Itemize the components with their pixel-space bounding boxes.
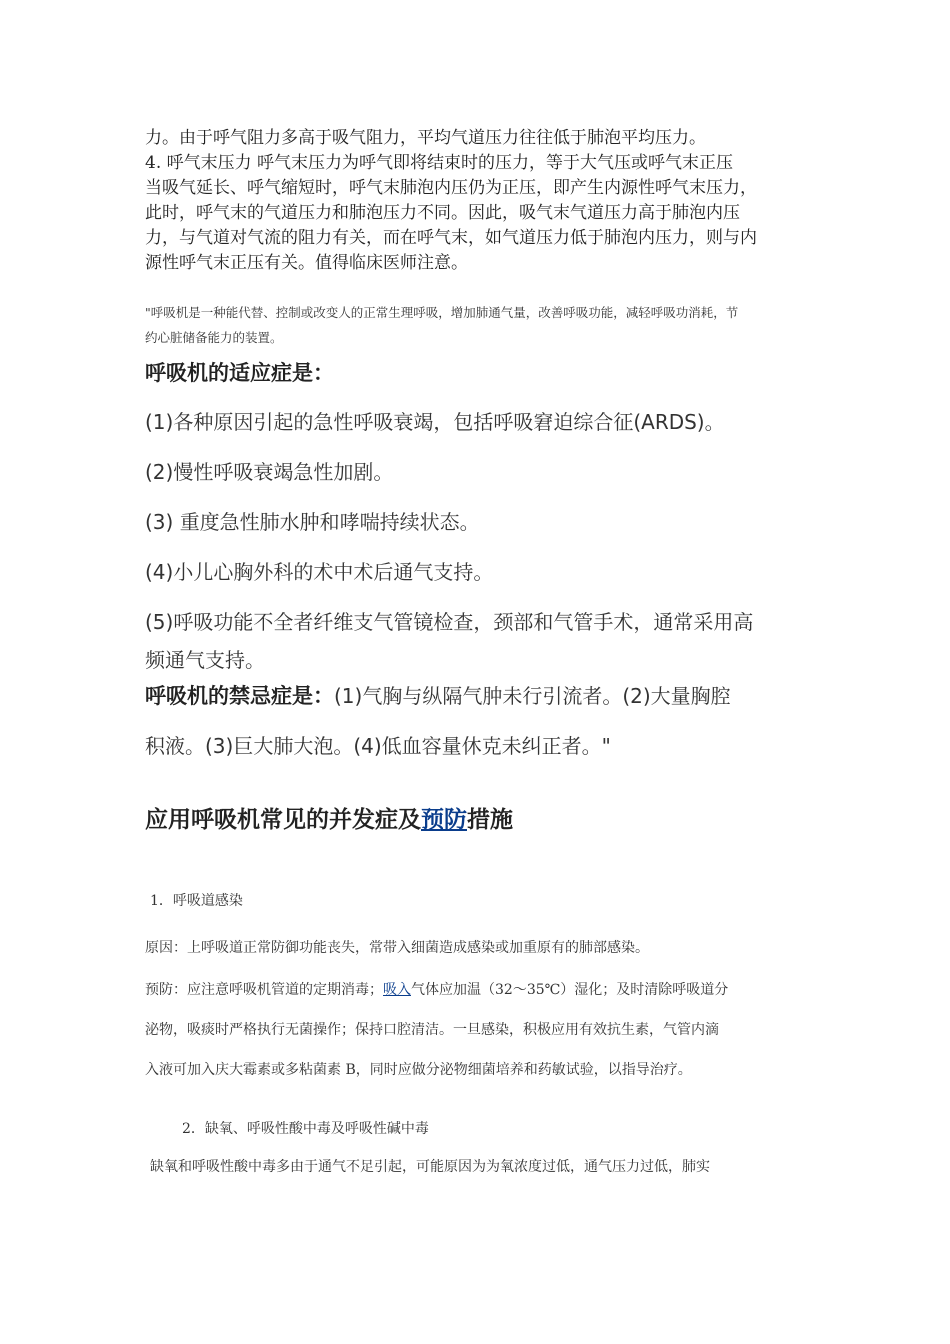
text-line: 约心脏储备能力的装置。: [145, 330, 283, 345]
heading-text: 应用呼吸机常见的并发症及: [145, 807, 421, 833]
prevention-line-3: 入液可加入庆大霉素或多粘菌素 B，同时应做分泌物细菌培养和药敏试验，以指导治疗。: [145, 1062, 692, 1078]
contraindications-line-continued: 积液。(3)巨大肺大泡。(4)低血容量休克未纠正者。": [145, 734, 611, 758]
text-line: 力，与气道对气流的阻力有关，而在呼气末，如气道压力低于肺泡内压力，则与内: [145, 228, 757, 248]
prevention-link[interactable]: 预防: [421, 807, 467, 833]
text-line: 4. 呼气末压力 呼气末压力为呼气即将结束时的压力，等于大气压或呼气末正压: [145, 153, 734, 173]
text-line: 此时，呼气末的气道压力和肺泡压力不同。因此，吸气末气道压力高于肺泡内压: [145, 203, 740, 223]
indication-item: (2)慢性呼吸衰竭急性加剧。: [145, 460, 394, 484]
section-2-title: 2．缺氧、呼吸性酸中毒及呼吸性碱中毒: [182, 1121, 429, 1137]
indication-item: (1)各种原因引起的急性呼吸衰竭，包括呼吸窘迫综合征(ARDS)。: [145, 410, 725, 434]
complications-heading: [145, 804, 810, 836]
contraindications-line: [145, 682, 810, 710]
section-1-title: 1．呼吸道感染: [150, 893, 243, 909]
prevention-line-2: 泌物，吸痰时严格执行无菌操作；保持口腔清洁。一旦感染，积极应用有效抗生素，气管内滴: [145, 1022, 719, 1038]
paragraph-ventilator-definition: [145, 300, 810, 350]
indication-item: (5)呼吸功能不全者纤维支气管镜检查，颈部和气管手术，通常采用高: [145, 610, 754, 634]
prevention-line: [145, 978, 810, 1002]
indications-heading: 呼吸机的适应症是：: [145, 361, 334, 385]
contraindications-label: 呼吸机的禁忌症是：: [145, 684, 334, 708]
text-line: 力。由于呼气阻力多高于吸气阻力，平均气道压力往往低于肺泡平均压力。: [145, 128, 706, 148]
contraindications-text: (1)气胸与纵隔气肿未行引流者。(2)大量胸腔: [334, 684, 731, 708]
section-2-text: 缺氧和呼吸性酸中毒多由于通气不足引起，可能原因为为氧浓度过低，通气压力过低，肺实: [150, 1159, 710, 1175]
text-line: "呼吸机是一种能代替、控制或改变人的正常生理呼吸，增加肺通气量，改善呼吸功能，减轻呼吸功消耗，节: [145, 305, 739, 320]
indication-item: (4)小儿心胸外科的术中术后通气支持。: [145, 560, 494, 584]
text-line: 当吸气延长、呼气缩短时，呼气末肺泡内压仍为正压，即产生内源性呼气末压力，: [145, 178, 757, 198]
inhalation-link[interactable]: 吸入: [383, 982, 411, 998]
indication-item-continued: 频通气支持。: [145, 648, 265, 672]
prevention-text: 预防：应注意呼吸机管道的定期消毒；: [145, 982, 383, 998]
cause-text: 原因：上呼吸道正常防御功能丧失，常带入细菌造成感染或加重原有的肺部感染。: [145, 940, 649, 956]
prevention-text: 气体应加温（32～35℃）湿化；及时清除呼吸道分: [411, 982, 729, 998]
paragraph-pressure: [145, 126, 810, 276]
text-line: 源性呼气末正压有关。值得临床医师注意。: [145, 253, 468, 273]
indication-item: (3) 重度急性肺水肿和哮喘持续状态。: [145, 510, 480, 534]
heading-text: 措施: [467, 807, 513, 833]
